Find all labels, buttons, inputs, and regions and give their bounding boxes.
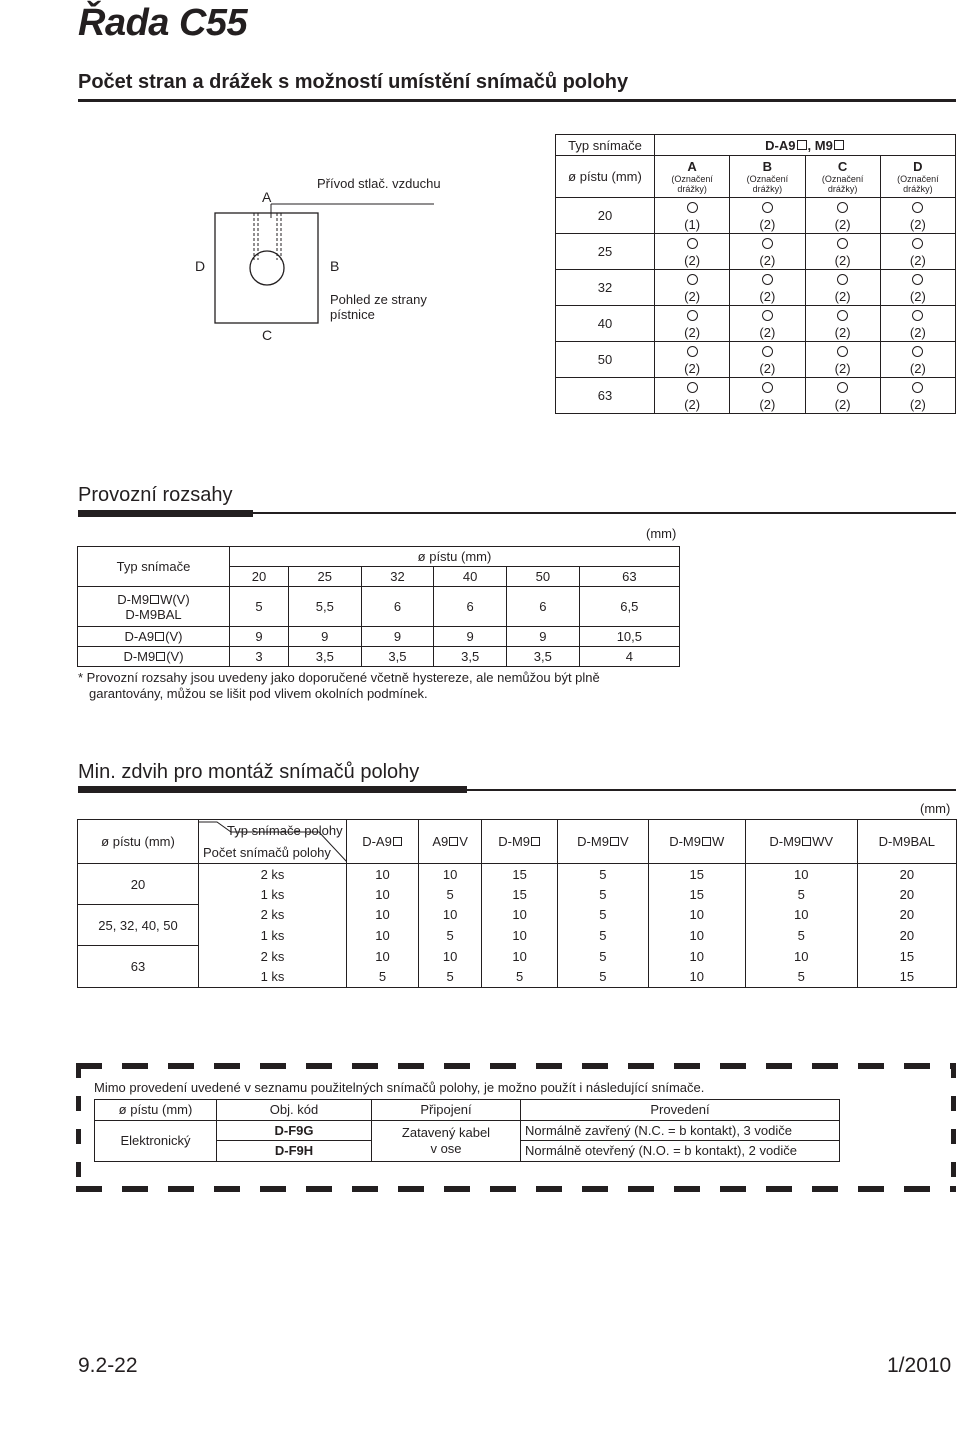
other-h-conn: Připojení [372, 1100, 521, 1121]
range-note-2: garantovány, můžou se lišit pod vlivem okolních podmínek. [89, 686, 428, 701]
circle-mark [880, 270, 955, 288]
range-cell: 9 [507, 627, 580, 647]
stroke-count: 2 ks [199, 905, 347, 926]
slot-count: (2) [805, 360, 880, 378]
stroke-cell: 10 [745, 905, 857, 926]
range-cell: 9 [361, 627, 434, 647]
slot-table-h-switch: Typ snímače [556, 135, 655, 156]
range-note-1: * Provozní rozsahy jsou uvedeny jako doporučené včetně hystereze, ale nemůžou být plně [78, 670, 600, 685]
section-title-slots: Počet stran a drážek s možností umístění snímačů polohy [78, 71, 629, 93]
circle-mark [730, 342, 805, 360]
slot-count: (2) [805, 288, 880, 306]
stroke-cell: 20 [857, 925, 956, 946]
range-cell: 3 [230, 647, 289, 667]
unit-label: (mm) [920, 801, 951, 816]
stroke-cell: 10 [347, 864, 419, 885]
stroke-count: 1 ks [199, 966, 347, 987]
air-supply-label: Přívod stlač. vzduchu [317, 176, 441, 191]
slot-count: (2) [730, 252, 805, 270]
range-cell: 6 [361, 587, 434, 627]
stroke-bore: 25, 32, 40, 50 [78, 905, 199, 946]
stroke-cell: 20 [857, 884, 956, 905]
dashed-border-bottom [76, 1186, 956, 1192]
bore-cell: 25 [556, 234, 655, 270]
stroke-cell: 10 [482, 925, 558, 946]
slot-count: (2) [880, 324, 955, 342]
issue-date: 1/2010 [887, 1354, 952, 1377]
stroke-cell: 5 [558, 864, 649, 885]
stroke-cell: 5 [745, 925, 857, 946]
stroke-cell: 5 [482, 966, 558, 987]
other-switches-intro: Mimo provedení uvedené v seznamu použitelných snímačů polohy, je možno použít i následující snímače. [94, 1080, 705, 1095]
stroke-h-diag: Typ snímače polohy Počet snímačů polohy [199, 820, 347, 864]
unit-label: (mm) [646, 526, 677, 541]
stroke-cell: 5 [419, 925, 482, 946]
circle-mark [880, 198, 955, 216]
circle-mark [655, 378, 730, 396]
stroke-cell: 10 [347, 925, 419, 946]
section-bar-thin [467, 789, 956, 791]
stroke-cell: 15 [648, 884, 745, 905]
range-cell: 5 [230, 587, 289, 627]
stroke-cell: 5 [558, 905, 649, 926]
bore-cell: 50 [556, 342, 655, 378]
range-cell: 10,5 [579, 627, 679, 647]
stroke-cell: 10 [648, 946, 745, 967]
range-cell: 6,5 [579, 587, 679, 627]
circle-mark [730, 198, 805, 216]
range-row-label: D-M9 W(V) D-M9BAL [78, 587, 230, 627]
diagram-label-b: B [330, 258, 340, 274]
circle-mark [805, 378, 880, 396]
range-row-label: D-A9 (V) [78, 627, 230, 647]
range-cell: 3,5 [288, 647, 361, 667]
range-cell: 6 [434, 587, 507, 627]
slot-col-a: A (Označení drážky) [655, 156, 730, 198]
range-cell: 9 [230, 627, 289, 647]
range-row-label: D-M9 (V) [78, 647, 230, 667]
circle-mark [655, 198, 730, 216]
range-h-switch: Typ snímače [78, 547, 230, 587]
section-title-ranges: Provozní rozsahy [78, 484, 233, 506]
range-cell: 6 [507, 587, 580, 627]
slot-count: (1) [655, 216, 730, 234]
dashed-border-top [76, 1063, 956, 1069]
slot-count: (2) [805, 252, 880, 270]
stroke-cell: 5 [745, 884, 857, 905]
bore-header: 20 [230, 567, 289, 587]
circle-mark [655, 270, 730, 288]
range-cell: 5,5 [288, 587, 361, 627]
stroke-h-bore: ø pístu (mm) [78, 820, 199, 864]
stroke-cell: 20 [857, 905, 956, 926]
stroke-cell: 10 [648, 925, 745, 946]
other-conn: Zatavený kabel v ose [372, 1120, 521, 1161]
circle-mark [805, 342, 880, 360]
stroke-cell: 10 [648, 905, 745, 926]
stroke-cell: 10 [419, 946, 482, 967]
stroke-cell: 5 [558, 946, 649, 967]
stroke-cell: 10 [648, 966, 745, 987]
bore-cell: 63 [556, 378, 655, 414]
bore-cell: 20 [556, 198, 655, 234]
slot-count: (2) [655, 360, 730, 378]
page-number: 9.2-22 [78, 1354, 138, 1377]
section-bar-thick [78, 510, 253, 517]
stroke-cell: 15 [482, 864, 558, 885]
range-cell: 9 [434, 627, 507, 647]
stroke-cell: 10 [745, 864, 857, 885]
slot-col-c: C (Označení drážky) [805, 156, 880, 198]
stroke-cell: 10 [347, 905, 419, 926]
stroke-cell: 15 [857, 966, 956, 987]
slot-count: (2) [730, 324, 805, 342]
range-cell: 9 [288, 627, 361, 647]
stroke-cell: 15 [857, 946, 956, 967]
slot-col-d: D (Označení drážky) [880, 156, 955, 198]
cylinder-diagram [190, 170, 450, 350]
slot-count: (2) [655, 396, 730, 414]
circle-mark [730, 378, 805, 396]
stroke-cell: 5 [558, 884, 649, 905]
slot-table-group: D-A9 , M9 [655, 135, 956, 156]
circle-mark [880, 234, 955, 252]
bore-cell: 40 [556, 306, 655, 342]
circle-mark [805, 306, 880, 324]
section-title-min-stroke: Min. zdvih pro montáž snímačů polohy [78, 761, 420, 783]
slot-count: (2) [655, 324, 730, 342]
slot-count: (2) [805, 216, 880, 234]
bore-cell: 32 [556, 270, 655, 306]
bore-header: 40 [434, 567, 507, 587]
other-code: D-F9H [217, 1141, 372, 1162]
range-cell: 4 [579, 647, 679, 667]
stroke-col-h: D-M9 V [558, 820, 649, 864]
circle-mark [730, 234, 805, 252]
stroke-cell: 10 [482, 946, 558, 967]
circle-mark [880, 342, 955, 360]
range-h-bore: ø pístu (mm) [230, 547, 680, 567]
view-label-1: Pohled ze strany [330, 292, 427, 307]
slot-count: (2) [805, 396, 880, 414]
stroke-count: 2 ks [199, 946, 347, 967]
stroke-cell: 10 [482, 905, 558, 926]
slot-col-b: B (Označení drážky) [730, 156, 805, 198]
range-cell: 3,5 [361, 647, 434, 667]
diagram-label-d: D [195, 258, 206, 274]
slot-count: (2) [880, 216, 955, 234]
slot-count: (2) [880, 360, 955, 378]
range-table [77, 546, 680, 667]
range-cell: 3,5 [434, 647, 507, 667]
slot-count: (2) [880, 396, 955, 414]
diagram-label-c: C [262, 327, 273, 343]
stroke-cell: 20 [857, 864, 956, 885]
stroke-bore: 63 [78, 946, 199, 987]
stroke-cell: 15 [648, 864, 745, 885]
circle-mark [805, 198, 880, 216]
range-cell: 3,5 [507, 647, 580, 667]
circle-mark [730, 270, 805, 288]
slot-count: (2) [655, 252, 730, 270]
stroke-cell: 10 [419, 864, 482, 885]
stroke-cell: 5 [347, 966, 419, 987]
bore-header: 50 [507, 567, 580, 587]
circle-mark [730, 306, 805, 324]
circle-mark [880, 306, 955, 324]
stroke-col-h: D-A9 [347, 820, 419, 864]
stroke-cell: 15 [482, 884, 558, 905]
stroke-cell: 5 [558, 925, 649, 946]
stroke-cell: 5 [419, 966, 482, 987]
min-stroke-table [77, 819, 957, 988]
stroke-cell: 10 [745, 946, 857, 967]
slot-count: (2) [730, 216, 805, 234]
stroke-count: 1 ks [199, 884, 347, 905]
stroke-col-h: D-M9 [482, 820, 558, 864]
other-type: Elektronický [95, 1120, 217, 1161]
stroke-cell: 5 [745, 966, 857, 987]
stroke-count: 1 ks [199, 925, 347, 946]
other-code: D-F9G [217, 1120, 372, 1141]
section-rule [78, 99, 956, 102]
stroke-col-h: D-M9 WV [745, 820, 857, 864]
stroke-count: 2 ks [199, 864, 347, 885]
dashed-border-left [76, 1063, 81, 1192]
other-design: Normálně otevřený (N.O. = b kontakt), 2 vodiče [521, 1141, 840, 1162]
other-h-design: Provedení [521, 1100, 840, 1121]
stroke-col-h: A9 V [419, 820, 482, 864]
slot-table [555, 134, 956, 414]
slot-count: (2) [655, 288, 730, 306]
slot-count: (2) [730, 288, 805, 306]
other-h-bore: ø pístu (mm) [95, 1100, 217, 1121]
section-bar-thick [78, 786, 467, 793]
slot-count: (2) [880, 252, 955, 270]
stroke-cell: 10 [419, 905, 482, 926]
other-design: Normálně zavřený (N.C. = b kontakt), 3 vodiče [521, 1120, 840, 1141]
view-label-2: pístnice [330, 307, 375, 322]
stroke-cell: 5 [419, 884, 482, 905]
circle-mark [655, 306, 730, 324]
other-h-code: Obj. kód [217, 1100, 372, 1121]
bore-header: 63 [579, 567, 679, 587]
section-bar-thin [253, 512, 956, 514]
slot-count: (2) [730, 360, 805, 378]
circle-mark [655, 342, 730, 360]
circle-mark [655, 234, 730, 252]
slot-count: (2) [730, 396, 805, 414]
dashed-border-right [951, 1063, 956, 1192]
stroke-cell: 5 [558, 966, 649, 987]
stroke-bore: 20 [78, 864, 199, 905]
slot-count: (2) [805, 324, 880, 342]
circle-mark [805, 270, 880, 288]
series-title: Řada C55 [78, 2, 248, 44]
circle-mark [805, 234, 880, 252]
stroke-col-h: D-M9 W [648, 820, 745, 864]
bore-header: 32 [361, 567, 434, 587]
slot-count: (2) [880, 288, 955, 306]
stroke-cell: 10 [347, 884, 419, 905]
stroke-col-h: D-M9BAL [857, 820, 956, 864]
slot-table-h-bore: ø pístu (mm) [556, 156, 655, 198]
bore-header: 25 [288, 567, 361, 587]
other-switches-table [94, 1099, 840, 1162]
stroke-cell: 10 [347, 946, 419, 967]
diagram-label-a: A [262, 189, 272, 205]
circle-mark [880, 378, 955, 396]
